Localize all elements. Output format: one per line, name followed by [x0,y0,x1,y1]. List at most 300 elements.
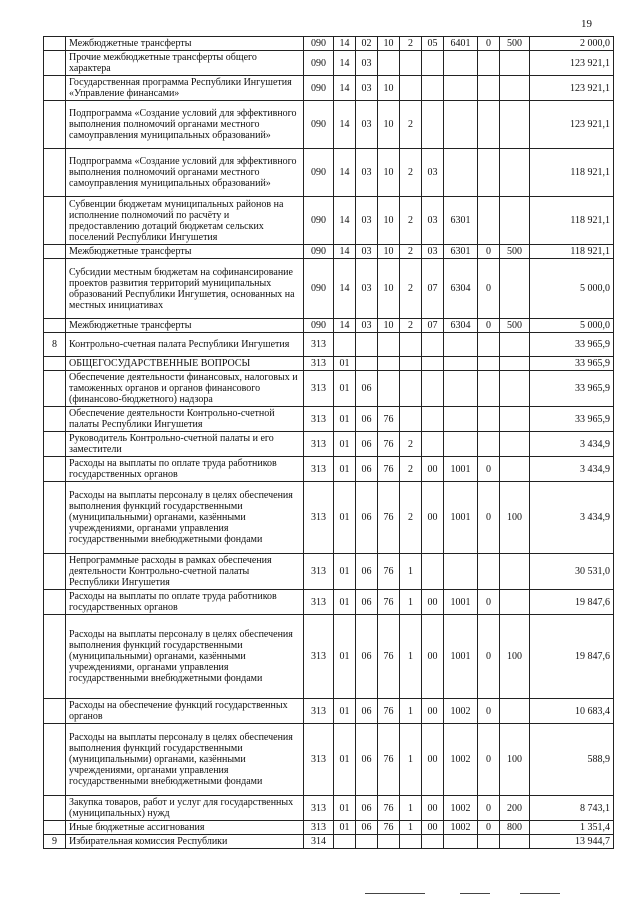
code-vr [500,432,530,457]
code-vr [500,590,530,615]
code-program: 76 [378,554,400,590]
code-article: 1001 [444,482,478,554]
code-pr [356,357,378,371]
code-sub: 0 [478,482,500,554]
code-article [444,554,478,590]
table-body [44,37,614,849]
row-number [44,796,66,821]
row-sum: 8 743,1 [530,796,614,821]
code-sub [478,371,500,407]
code-subprogram [400,333,422,357]
code-program: 10 [378,245,400,259]
code-direction: 07 [422,259,444,319]
code-subprogram: 1 [400,821,422,835]
code-direction: 03 [422,149,444,197]
code-sub [478,554,500,590]
code-ved: 313 [304,371,334,407]
code-program: 76 [378,590,400,615]
row-number [44,590,66,615]
page-number: 19 [581,18,592,30]
code-pr: 06 [356,482,378,554]
code-sub: 0 [478,259,500,319]
code-subprogram: 1 [400,615,422,699]
code-article [444,432,478,457]
code-pr: 03 [356,101,378,149]
code-sub [478,197,500,245]
code-ved: 313 [304,357,334,371]
row-name: Субвенции бюджетам муниципальных районов на исполнение полномочий по расчёту и предоставлению дотаций бюджетам сельских поселений Республики Ингушетия [66,197,304,245]
code-pr: 06 [356,371,378,407]
code-pr: 06 [356,796,378,821]
code-pr: 03 [356,319,378,333]
row-sum: 123 921,1 [530,76,614,101]
row-number [44,407,66,432]
row-number [44,357,66,371]
code-subprogram: 2 [400,482,422,554]
code-program: 76 [378,615,400,699]
row-number [44,724,66,796]
code-ved: 313 [304,482,334,554]
code-program: 76 [378,457,400,482]
row-name: Подпрограмма «Создание условий для эффективного выполнения полномочий органами местного самоуправления муниципальных образований» [66,101,304,149]
code-ved: 090 [304,197,334,245]
row-name: Руководитель Контрольно-счетной палаты и его заместители [66,432,304,457]
row-name: Расходы на выплаты по оплате труда работников государственных органов [66,590,304,615]
code-subprogram [400,76,422,101]
code-direction [422,407,444,432]
code-rz: 01 [334,457,356,482]
code-rz: 01 [334,724,356,796]
code-pr: 03 [356,149,378,197]
table-row [44,333,614,357]
code-program: 10 [378,319,400,333]
code-ved: 313 [304,457,334,482]
code-article: 6301 [444,197,478,245]
code-program: 76 [378,821,400,835]
code-rz: 14 [334,259,356,319]
code-rz [334,333,356,357]
row-number [44,821,66,835]
code-direction [422,101,444,149]
row-sum: 118 921,1 [530,149,614,197]
code-sub: 0 [478,37,500,51]
code-vr [500,407,530,432]
code-subprogram: 1 [400,590,422,615]
code-article [444,407,478,432]
code-sub: 0 [478,724,500,796]
code-rz: 01 [334,357,356,371]
code-ved: 090 [304,149,334,197]
row-name: Непрограммные расходы в рамках обеспечения деятельности Контрольно-счетной палаты Республики Ингушетия [66,554,304,590]
row-sum: 588,9 [530,724,614,796]
table-row [44,699,614,724]
code-sub: 0 [478,821,500,835]
row-number [44,259,66,319]
code-program [378,333,400,357]
row-sum: 19 847,6 [530,615,614,699]
code-pr [356,835,378,849]
code-article [444,357,478,371]
row-sum: 13 944,7 [530,835,614,849]
code-subprogram: 2 [400,432,422,457]
code-rz: 14 [334,37,356,51]
code-subprogram: 1 [400,699,422,724]
table-row [44,197,614,245]
code-subprogram: 2 [400,197,422,245]
code-vr [500,101,530,149]
row-sum: 33 965,9 [530,357,614,371]
code-rz: 01 [334,371,356,407]
code-pr: 06 [356,554,378,590]
code-subprogram: 2 [400,37,422,51]
code-ved: 090 [304,51,334,76]
code-pr: 06 [356,407,378,432]
code-ved: 314 [304,835,334,849]
code-pr: 06 [356,821,378,835]
code-pr [356,333,378,357]
scan-mark [460,893,490,894]
code-article: 1001 [444,615,478,699]
code-pr: 06 [356,699,378,724]
code-ved: 090 [304,37,334,51]
code-vr [500,333,530,357]
row-sum: 2 000,0 [530,37,614,51]
row-name: Расходы на выплаты персоналу в целях обеспечения выполнения функций государственными (муниципальными) органами, казёнными учреждениями, органами управления государственными внебюджетными фондами [66,724,304,796]
code-sub [478,357,500,371]
code-rz: 01 [334,482,356,554]
table-row [44,357,614,371]
code-pr: 06 [356,724,378,796]
code-program [378,835,400,849]
code-direction: 00 [422,699,444,724]
row-sum: 3 434,9 [530,457,614,482]
code-vr: 100 [500,724,530,796]
code-vr [500,371,530,407]
code-sub: 0 [478,699,500,724]
code-article [444,149,478,197]
code-direction [422,432,444,457]
row-name: Подпрограмма «Создание условий для эффективного выполнения полномочий органами местного самоуправления муниципальных образований» [66,149,304,197]
code-ved: 313 [304,615,334,699]
code-article [444,76,478,101]
code-program: 10 [378,197,400,245]
row-number [44,319,66,333]
code-ved: 090 [304,245,334,259]
code-pr: 03 [356,259,378,319]
code-article: 1002 [444,796,478,821]
code-ved: 090 [304,259,334,319]
code-direction: 00 [422,590,444,615]
table-row [44,796,614,821]
code-direction: 00 [422,724,444,796]
code-sub: 0 [478,245,500,259]
code-direction: 07 [422,319,444,333]
row-number [44,149,66,197]
row-name: Расходы на выплаты персоналу в целях обеспечения выполнения функций государственными (муниципальными) органами, казёнными учреждениями, органами управления государственными внебюджетными фондами [66,482,304,554]
table-row [44,724,614,796]
code-ved: 313 [304,724,334,796]
code-vr [500,357,530,371]
row-sum: 33 965,9 [530,371,614,407]
code-direction [422,333,444,357]
code-pr: 06 [356,615,378,699]
scan-mark [520,893,560,894]
row-name: ОБЩЕГОСУДАРСТВЕННЫЕ ВОПРОСЫ [66,357,304,371]
row-name: Межбюджетные трансферты [66,37,304,51]
table-row [44,482,614,554]
row-name: Расходы на выплаты персоналу в целях обеспечения выполнения функций государственными (муниципальными) органами, казёнными учреждениями, органами управления государственными внебюджетными фондами [66,615,304,699]
code-direction: 00 [422,796,444,821]
code-article: 6304 [444,319,478,333]
row-sum: 33 965,9 [530,407,614,432]
code-vr: 100 [500,482,530,554]
code-vr: 200 [500,796,530,821]
row-sum: 3 434,9 [530,432,614,457]
row-number [44,76,66,101]
code-direction [422,835,444,849]
code-sub [478,149,500,197]
code-program [378,357,400,371]
code-rz: 01 [334,432,356,457]
code-vr [500,835,530,849]
code-direction: 03 [422,245,444,259]
code-article [444,101,478,149]
code-pr: 03 [356,197,378,245]
code-sub [478,101,500,149]
code-article [444,51,478,76]
code-subprogram: 1 [400,724,422,796]
row-number [44,699,66,724]
code-vr [500,259,530,319]
code-article: 6401 [444,37,478,51]
code-sub: 0 [478,590,500,615]
row-sum: 118 921,1 [530,245,614,259]
row-number [44,615,66,699]
code-sub [478,51,500,76]
code-article: 6301 [444,245,478,259]
code-program: 76 [378,432,400,457]
code-direction [422,371,444,407]
code-pr: 02 [356,37,378,51]
code-program: 10 [378,37,400,51]
row-name: Обеспечение деятельности финансовых, налоговых и таможенных органов и органов финансового (финансово-бюджетного) надзора [66,371,304,407]
code-rz: 14 [334,245,356,259]
code-rz: 01 [334,554,356,590]
code-program: 10 [378,76,400,101]
code-direction: 00 [422,482,444,554]
code-rz: 14 [334,149,356,197]
code-article [444,835,478,849]
row-number [44,51,66,76]
row-number [44,457,66,482]
code-ved: 313 [304,333,334,357]
code-vr [500,554,530,590]
code-program: 76 [378,699,400,724]
code-sub [478,333,500,357]
table-row [44,245,614,259]
table-row [44,76,614,101]
code-program: 76 [378,482,400,554]
code-subprogram: 2 [400,457,422,482]
code-vr: 500 [500,37,530,51]
row-name: Прочие межбюджетные трансферты общего характера [66,51,304,76]
code-sub: 0 [478,615,500,699]
table-row [44,37,614,51]
code-vr [500,76,530,101]
code-direction [422,51,444,76]
row-name: Избирательная комиссия Республики [66,835,304,849]
table-row [44,259,614,319]
code-vr: 500 [500,319,530,333]
code-article: 1001 [444,457,478,482]
code-direction: 03 [422,197,444,245]
row-name: Межбюджетные трансферты [66,319,304,333]
row-sum: 1 351,4 [530,821,614,835]
code-subprogram: 2 [400,319,422,333]
row-number [44,245,66,259]
code-rz: 01 [334,615,356,699]
row-number [44,432,66,457]
table-row [44,51,614,76]
row-name: Иные бюджетные ассигнования [66,821,304,835]
row-sum: 123 921,1 [530,51,614,76]
table-row [44,835,614,849]
code-direction: 05 [422,37,444,51]
code-article: 6304 [444,259,478,319]
row-sum: 3 434,9 [530,482,614,554]
code-direction: 00 [422,457,444,482]
code-program: 76 [378,407,400,432]
code-rz: 01 [334,821,356,835]
row-name: Расходы на выплаты по оплате труда работников государственных органов [66,457,304,482]
row-name: Субсидии местным бюджетам на софинансирование проектов развития территорий муниципальных образований Республики Ингушетия, основанных на местных инициативах [66,259,304,319]
code-rz [334,835,356,849]
row-sum: 123 921,1 [530,101,614,149]
code-pr: 03 [356,76,378,101]
table-row [44,615,614,699]
code-ved: 313 [304,796,334,821]
code-vr [500,51,530,76]
row-name: Государственная программа Республики Ингушетия «Управление финансами» [66,76,304,101]
row-number [44,197,66,245]
code-subprogram: 2 [400,245,422,259]
row-sum: 19 847,6 [530,590,614,615]
code-direction [422,76,444,101]
code-sub [478,76,500,101]
code-ved: 313 [304,699,334,724]
code-ved: 313 [304,590,334,615]
table-row [44,590,614,615]
row-name: Межбюджетные трансферты [66,245,304,259]
code-ved: 090 [304,319,334,333]
code-vr [500,149,530,197]
code-pr: 06 [356,457,378,482]
code-program [378,51,400,76]
code-sub [478,835,500,849]
code-sub: 0 [478,457,500,482]
code-sub: 0 [478,319,500,333]
code-program: 76 [378,724,400,796]
code-subprogram: 2 [400,259,422,319]
scan-mark [365,893,425,894]
code-program: 10 [378,149,400,197]
row-name: Закупка товаров, работ и услуг для государственных (муниципальных) нужд [66,796,304,821]
code-direction [422,554,444,590]
code-article [444,333,478,357]
code-vr [500,197,530,245]
code-pr: 06 [356,432,378,457]
row-number [44,482,66,554]
row-sum: 33 965,9 [530,333,614,357]
code-ved: 313 [304,407,334,432]
row-sum: 30 531,0 [530,554,614,590]
code-program: 76 [378,796,400,821]
code-subprogram [400,371,422,407]
code-subprogram: 1 [400,554,422,590]
row-number [44,101,66,149]
code-sub [478,432,500,457]
code-pr: 03 [356,51,378,76]
table-row [44,319,614,333]
code-rz: 01 [334,407,356,432]
code-subprogram [400,51,422,76]
code-sub [478,407,500,432]
code-program: 10 [378,259,400,319]
code-vr: 500 [500,245,530,259]
table-row [44,457,614,482]
code-article: 1001 [444,590,478,615]
table-row [44,432,614,457]
table-row [44,371,614,407]
code-article [444,371,478,407]
code-rz: 01 [334,590,356,615]
code-direction [422,357,444,371]
code-ved: 090 [304,76,334,101]
table-row [44,149,614,197]
table-row [44,821,614,835]
code-rz: 14 [334,51,356,76]
code-vr: 100 [500,615,530,699]
row-number [44,37,66,51]
row-sum: 5 000,0 [530,319,614,333]
code-sub: 0 [478,796,500,821]
row-number: 8 [44,333,66,357]
row-number: 9 [44,835,66,849]
code-rz: 01 [334,699,356,724]
budget-table [43,36,614,849]
code-direction: 00 [422,615,444,699]
code-rz: 01 [334,796,356,821]
row-sum: 5 000,0 [530,259,614,319]
code-program: 10 [378,101,400,149]
code-rz: 14 [334,101,356,149]
code-vr: 800 [500,821,530,835]
code-ved: 090 [304,101,334,149]
code-rz: 14 [334,76,356,101]
code-ved: 313 [304,821,334,835]
table-row [44,101,614,149]
row-number [44,554,66,590]
code-subprogram: 2 [400,101,422,149]
row-number [44,371,66,407]
code-subprogram [400,357,422,371]
code-article: 1002 [444,699,478,724]
code-subprogram: 1 [400,796,422,821]
table-row [44,407,614,432]
code-pr: 06 [356,590,378,615]
table-row [44,554,614,590]
row-name: Расходы на обеспечение функций государственных органов [66,699,304,724]
